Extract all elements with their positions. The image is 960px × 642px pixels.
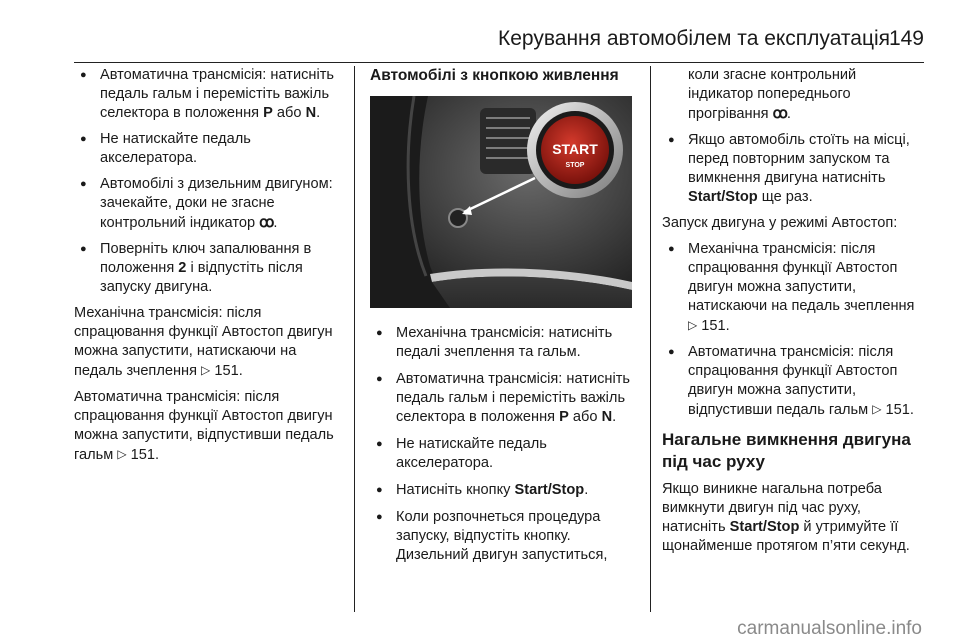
column-divider [650, 66, 651, 612]
page-ref-link[interactable]: 151. [885, 402, 914, 418]
page-ref-icon: ▷ [117, 447, 127, 461]
paragraph: коли згасне контрольний індикатор попереднього прогрівання ꝏ. [688, 67, 857, 122]
list-item: ● Коли розпочнеться процедура запуску, відпустіть кнопку. Дизельний двигун запуститься, [370, 508, 642, 565]
column-divider [354, 66, 355, 612]
bullet-list [74, 66, 344, 297]
list-item: ● Автоматична трансмісія: після спрацювання функції Автостоп двигун можна запустити, відпустивши педаль гальм ▷ 151. [662, 343, 924, 420]
paragraph: Автоматична трансмісія: після спрацювання функції Автостоп двигун можна запустити, відпустивши педаль гальм ▷ 151. [74, 389, 334, 463]
page-ref-icon: ▷ [872, 402, 882, 416]
list-item: ● Механічна трансмісія: після спрацювання функції Автостоп двигун можна запустити, натискаючи на педаль зчеплення ▷ 151. [662, 240, 924, 336]
paragraph: Якщо виникне нагальна потреба вимкнути двигун під час руху, натисніть Start/Stop й утримуйте її щонайменше протягом п’яти секунд. [662, 481, 910, 554]
button-label-start: START [552, 141, 598, 157]
column-right [662, 66, 924, 563]
page-ref-icon: ▷ [201, 363, 211, 377]
column-left [74, 66, 344, 472]
paragraph: Запуск двигуна у режимі Автостоп: [662, 215, 898, 231]
column-middle [370, 66, 642, 573]
list-item: ● Не натискайте педаль акселератора. [370, 435, 642, 473]
list-item: ● Механічна трансмісія: натисніть педалі зчеплення та гальм. [370, 324, 642, 362]
page-ref-link[interactable]: 151. [130, 447, 160, 463]
bullet-list [370, 324, 642, 565]
paragraph: Механічна трансмісія: після спрацювання функції Автостоп двигун можна запустити, натискаючи на педаль зчеплення ▷ 151. [74, 305, 333, 379]
watermark: carmanualsonline.info [737, 618, 922, 639]
page-header [74, 0, 924, 63]
bullet-list [662, 240, 924, 420]
page-ref-icon: ▷ [688, 318, 698, 332]
start-stop-button-photo [370, 96, 632, 308]
page-ref-link[interactable]: 151. [214, 363, 243, 379]
list-item: ● Натисніть кнопку Start/Stop. [370, 481, 642, 500]
bullet-list [662, 131, 924, 207]
button-label-stop: STOP [565, 162, 585, 169]
list-item: ● Автоматична трансмісія: натисніть педаль гальм і перемістіть важіль селектора в положення P або N. [74, 66, 344, 123]
list-item: ● Поверніть ключ запалювання в положення 2 і відпустіть після запуску двигуна. [74, 240, 344, 297]
section-heading: Нагальне вимкнення двигуна під час руху [662, 430, 911, 471]
list-item: ● Автомобілі з дизельним двигуном: зачекайте, доки не згасне контрольний індикатор ꝏ. [74, 175, 344, 233]
preheat-indicator-icon: ꝏ [772, 105, 787, 122]
section-heading: Автомобілі з кнопкою живлення [370, 67, 619, 84]
list-item: ● Якщо автомобіль стоїть на місці, перед повторним запуском та вимкнення двигуна натисніть Start/Stop ще раз. [662, 131, 924, 207]
page-number: 149 [888, 27, 924, 50]
page-ref-link[interactable]: 151. [701, 318, 730, 334]
preheat-indicator-icon: ꝏ [259, 214, 274, 231]
list-item: ● Автоматична трансмісія: натисніть педаль гальм і перемістіть важіль селектора в положення P або N. [370, 370, 642, 427]
page-title: Керування автомобілем та експлуатація [498, 27, 891, 50]
list-item: ● Не натискайте педаль акселератора. [74, 130, 344, 168]
